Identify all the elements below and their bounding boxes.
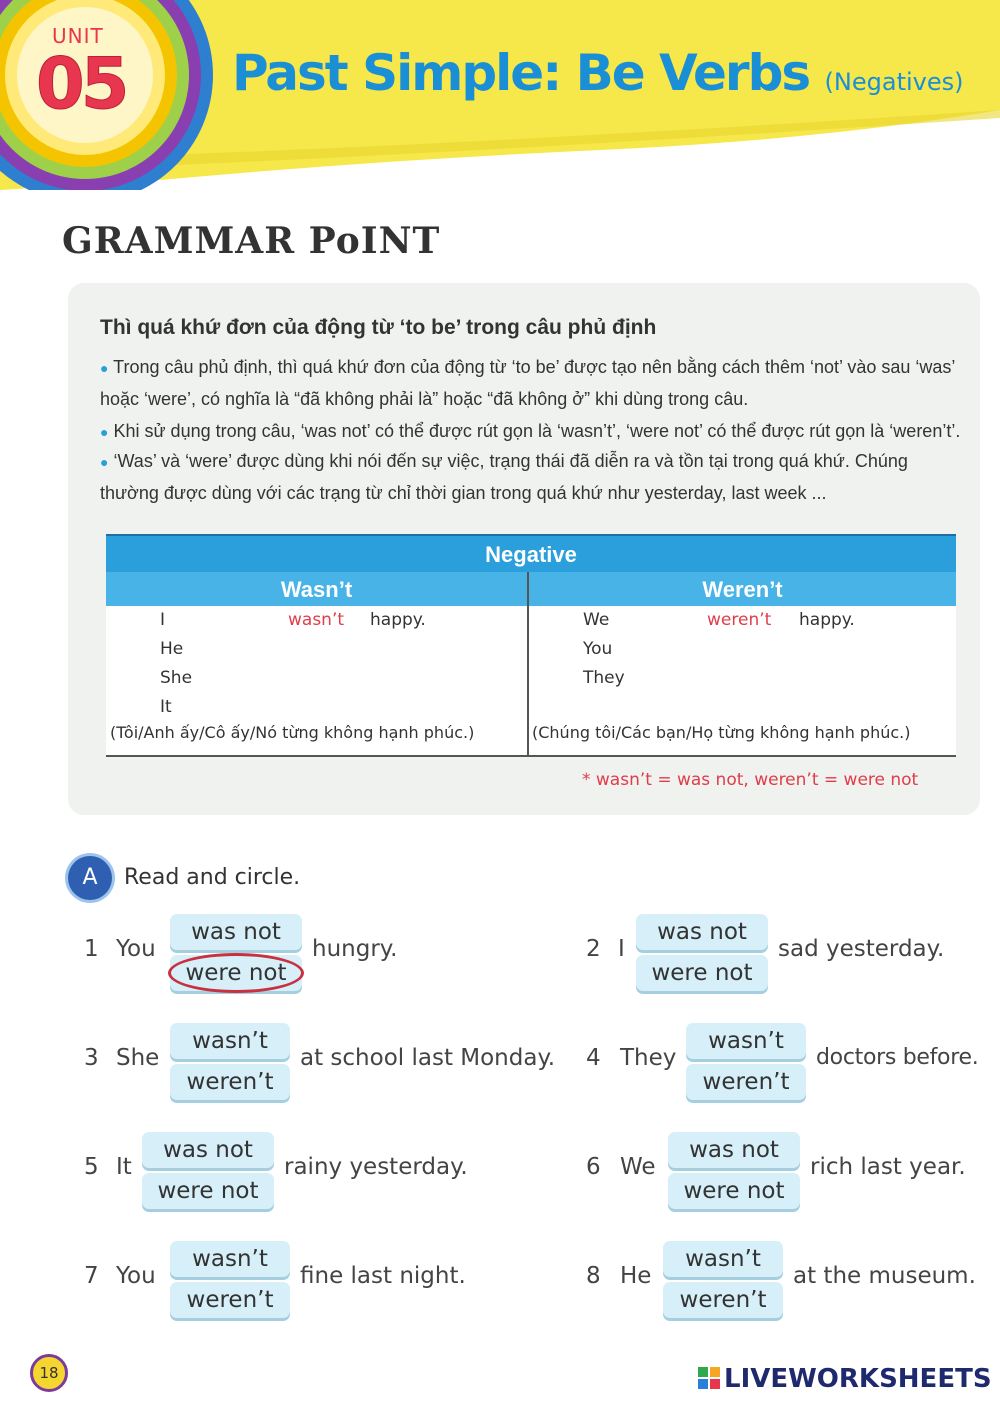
table-bottom-rule — [106, 755, 956, 757]
table-verb: wasn’t — [288, 610, 345, 630]
grammar-line — [100, 483, 827, 504]
table-header-wasnt: Wasn’t — [106, 572, 527, 606]
table-subject: She — [160, 668, 193, 688]
bullet-icon: ● — [100, 454, 109, 470]
grammar-line — [100, 389, 748, 410]
table-subject: We — [583, 610, 610, 630]
grammar-line — [100, 421, 960, 442]
page-title-main: Past Simple: Be Verbs — [232, 44, 810, 102]
item-number: 2 — [586, 936, 601, 962]
bullet-icon: ● — [100, 360, 109, 376]
grammar-heading: Thì quá khứ đơn của động từ ‘to be’ trong câu phủ định — [100, 316, 657, 339]
item-subject: She — [116, 1045, 160, 1071]
item-subject: They — [620, 1045, 677, 1071]
item-number: 1 — [84, 936, 99, 962]
brand-wordmark[interactable]: LIVEWORKSHEETS — [724, 1364, 992, 1394]
option-button[interactable]: wasn’t — [170, 1023, 290, 1059]
answer-circle — [168, 953, 304, 993]
table-divider — [527, 572, 529, 756]
option-button[interactable]: were not — [142, 1173, 274, 1209]
option-button[interactable]: were not — [668, 1173, 800, 1209]
grammar-line — [100, 357, 955, 378]
item-subject: You — [116, 1263, 156, 1289]
item-subject: I — [618, 936, 625, 962]
grammar-line — [100, 451, 908, 472]
option-button[interactable]: was not — [142, 1132, 274, 1168]
table-header-werent: Weren’t — [529, 572, 956, 606]
option-button[interactable]: was not — [636, 914, 768, 950]
item-number: 8 — [586, 1263, 601, 1289]
page-number: 18 — [30, 1354, 68, 1392]
item-subject: It — [116, 1154, 132, 1180]
item-rest: sad yesterday. — [778, 936, 945, 962]
option-button[interactable]: weren’t — [170, 1064, 290, 1100]
item-subject: You — [116, 936, 156, 962]
item-subject: We — [620, 1154, 656, 1180]
liveworksheets-logo-icon — [698, 1367, 720, 1389]
exercise-instruction: Read and circle. — [124, 865, 301, 890]
option-button[interactable]: was not — [170, 914, 302, 950]
option-button[interactable]: weren’t — [663, 1282, 783, 1318]
option-button[interactable]: weren’t — [170, 1282, 290, 1318]
item-rest: fine last night. — [300, 1263, 466, 1289]
unit-label: UNIT — [52, 24, 104, 48]
table-subject: I — [160, 610, 166, 630]
grammar-point-label: GRAMMAR PoINT — [62, 220, 441, 262]
option-button[interactable]: were not — [170, 955, 302, 991]
option-button[interactable]: wasn’t — [663, 1241, 783, 1277]
item-number: 7 — [84, 1263, 99, 1289]
option-button[interactable]: were not — [636, 955, 768, 991]
table-translation: (Tôi/Anh ấy/Cô ấy/Nó từng không hạnh phúc.) — [110, 723, 475, 742]
item-subject: He — [620, 1263, 652, 1289]
option-button[interactable]: wasn’t — [686, 1023, 806, 1059]
table-subject: They — [583, 668, 625, 688]
grammar-line-text: Khi sử dụng trong câu, ‘was not’ có thể được rút gọn là ‘wasn’t’, ‘were not’ có thể được rút gọn là ‘weren’t’. — [113, 421, 961, 441]
section-badge: A — [68, 856, 112, 900]
option-button[interactable]: weren’t — [686, 1064, 806, 1100]
page-title-sub: (Negatives) — [824, 68, 964, 96]
grammar-line-text: ‘Was’ và ‘were’ được dùng khi nói đến sự việc, trạng thái đã diễn ra và tồn tại trong quá khứ. Chúng — [113, 451, 908, 471]
bullet-icon: ● — [100, 424, 109, 440]
option-button[interactable]: was not — [668, 1132, 800, 1168]
item-rest: doctors before. — [816, 1045, 979, 1070]
item-rest: rainy yesterday. — [284, 1154, 468, 1180]
table-subject: You — [583, 639, 613, 659]
item-rest: hungry. — [312, 936, 398, 962]
table-translation: (Chúng tôi/Các bạn/Họ từng không hạnh phúc.) — [532, 723, 911, 742]
item-rest: rich last year. — [810, 1154, 966, 1180]
grammar-line-text: Trong câu phủ định, thì quá khứ đơn của động từ ‘to be’ được tạo nên bằng cách thêm ‘not’ vào sau ‘was’ — [113, 357, 956, 377]
item-rest: at the museum. — [793, 1263, 976, 1289]
item-number: 4 — [586, 1045, 601, 1071]
contraction-note: * wasn’t = was not, weren’t = were not — [582, 770, 919, 790]
item-number: 6 — [586, 1154, 601, 1180]
table-verb: weren’t — [707, 610, 772, 630]
item-number: 3 — [84, 1045, 99, 1071]
unit-number: 05 — [36, 43, 126, 125]
table-title: Negative — [106, 534, 956, 572]
table-subject: It — [160, 697, 172, 717]
table-complement: happy. — [799, 610, 855, 630]
page-title — [232, 44, 963, 102]
grammar-line-text: thường được dùng với các trạng từ chỉ thời gian trong quá khứ như yesterday, last week ... — [100, 483, 827, 503]
item-number: 5 — [84, 1154, 99, 1180]
table-complement: happy. — [370, 610, 426, 630]
item-rest: at school last Monday. — [300, 1045, 556, 1071]
option-button[interactable]: wasn’t — [170, 1241, 290, 1277]
table-subject: He — [160, 639, 184, 659]
grammar-line-text: hoặc ‘were’, có nghĩa là “đã không phải là” hoặc “đã không ở” khi dùng trong câu. — [100, 389, 749, 409]
